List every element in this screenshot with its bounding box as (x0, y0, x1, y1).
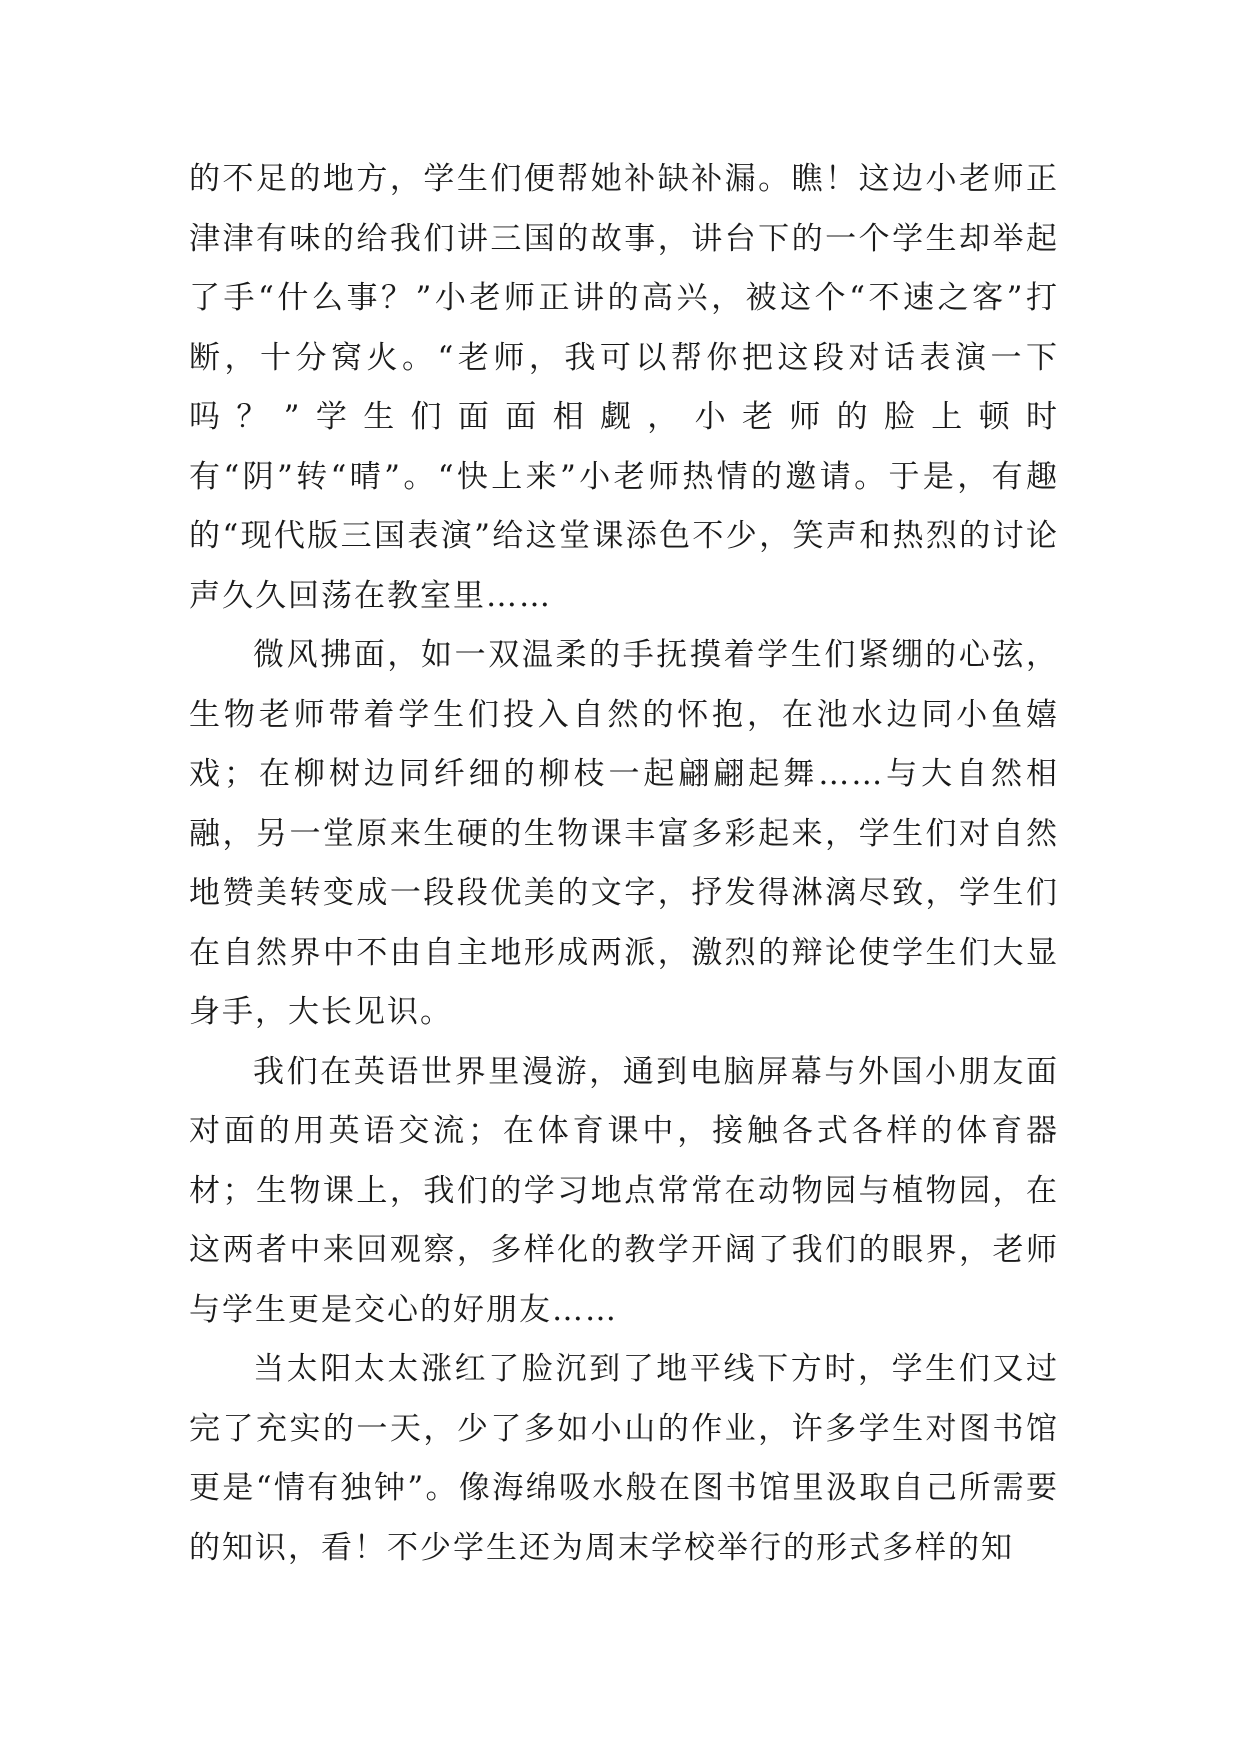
paragraph-nature-class: 微风拂面，如一双温柔的手抚摸着学生们紧绷的心弦，生物老师带着学生们投入自然的怀抱，在池水边同小鱼嬉戏；在柳树边同纤细的柳枝一起翩翩起舞……与大自然相融，另一堂原来生硬的生物课丰富多彩起来，学生们对自然地赞美转变成一段段优美的文字，抒发得淋漓尽致，学生们在自然界中不由自主地形成两派，激烈的辩论使学生们大显身手，大长见识。 (189, 637, 1059, 1030)
paragraph-library: 当太阳太太涨红了脸沉到了地平线下方时，学生们又过完了充实的一天，少了多如小山的作业，许多学生对图书馆更是“情有独钟”。像海绵吸水般在图书馆里汲取自己所需要的知识，看！不少学生还为周末学校举行的形式多样的知 (189, 1351, 1059, 1566)
document-body (189, 150, 1059, 1578)
paragraph-english-world: 我们在英语世界里漫游，通到电脑屏幕与外国小朋友面对面的用英语交流；在体育课中，接触各式各样的体育器材；生物课上，我们的学习地点常常在动物园与植物园，在这两者中来回观察，多样化的教学开阔了我们的眼界，老师与学生更是交心的好朋友…… (189, 1053, 1059, 1328)
paragraph-continued: 的不足的地方，学生们便帮她补缺补漏。瞧！这边小老师正津津有味的给我们讲三国的故事，讲台下的一个学生却举起了手“什么事？”小老师正讲的高兴，被这个“不速之客”打断，十分窝火。“老师，我可以帮你把这段对话表演一下吗？”学生们面面相觑，小老师的脸上顿时有“阴”转“晴”。“快上来”小老师热情的邀请。于是，有趣的“现代版三国表演”给这堂课添色不少，笑声和热烈的讨论声久久回荡在教室里…… (189, 161, 1059, 614)
